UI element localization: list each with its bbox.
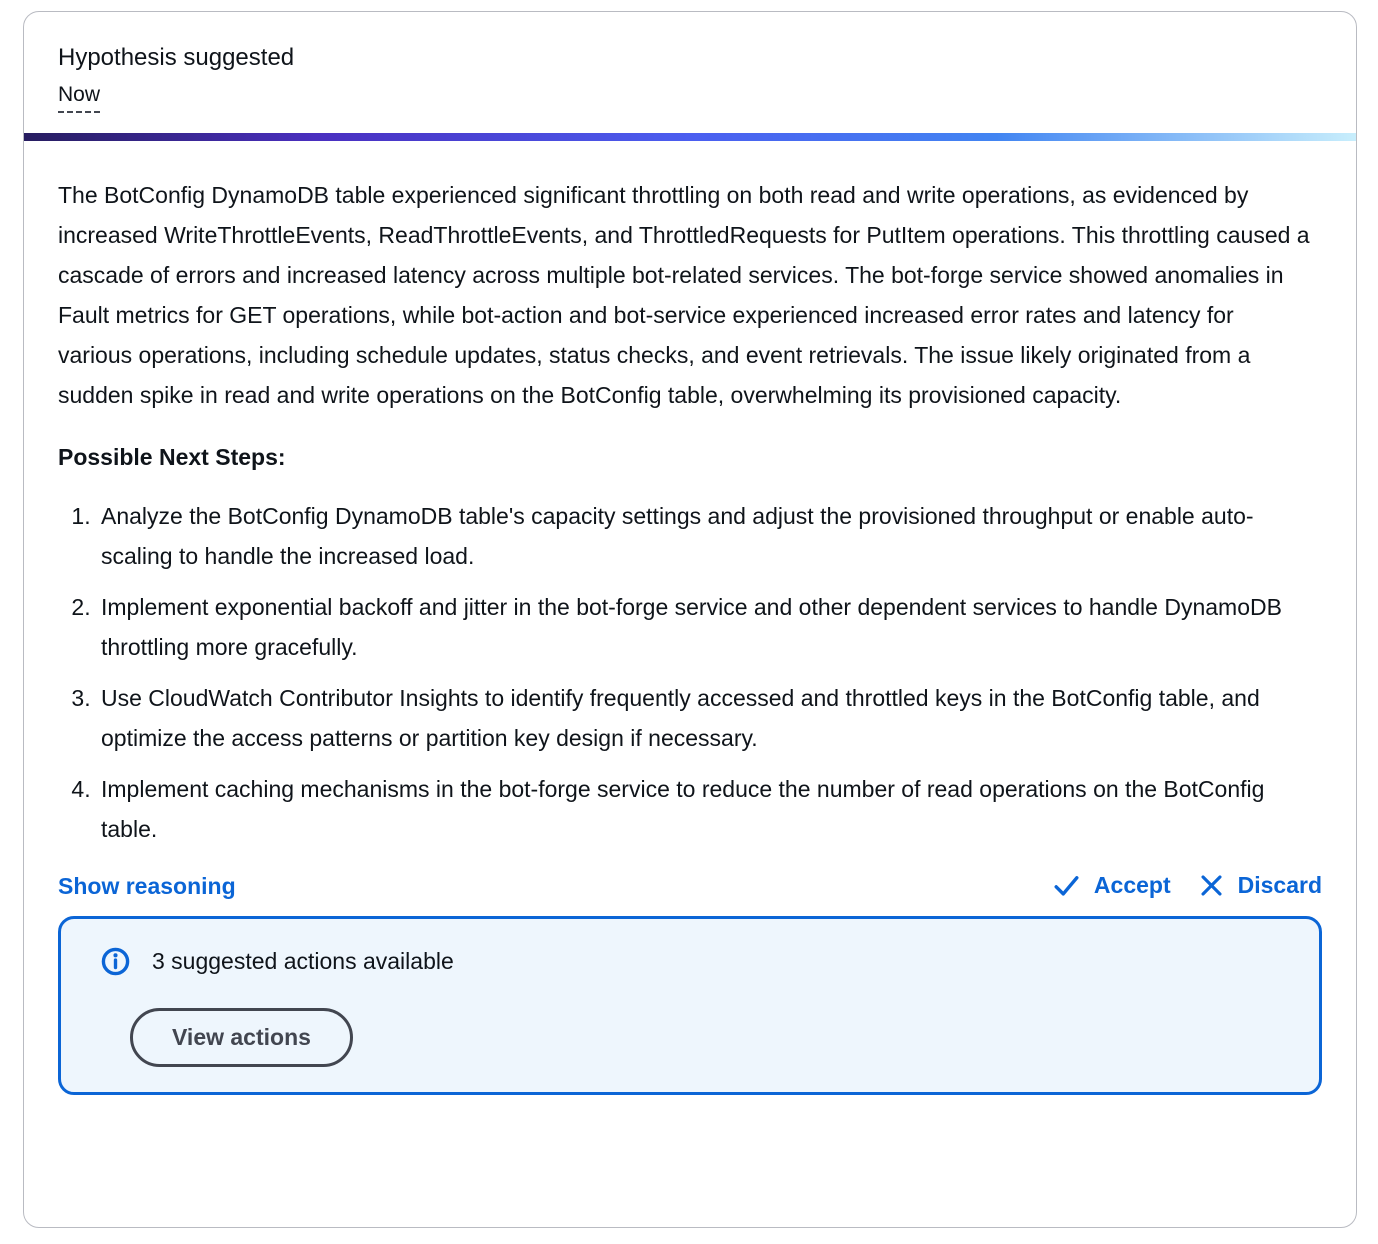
info-icon [101, 947, 130, 988]
timestamp[interactable]: Now [58, 82, 100, 113]
check-icon [1051, 870, 1082, 901]
accept-button[interactable] [1051, 870, 1171, 901]
card-body [24, 141, 1356, 1129]
view-actions-button[interactable]: View actions [130, 1008, 353, 1067]
next-steps-list [58, 496, 1312, 849]
list-item [97, 587, 1312, 667]
alert-button-row [130, 1008, 1279, 1067]
discard-label: Discard [1237, 872, 1322, 898]
accept-label: Accept [1093, 872, 1171, 898]
suggested-actions-alert [58, 916, 1322, 1095]
list-item [97, 678, 1312, 758]
card-header [24, 12, 1356, 133]
alert-message-row [101, 946, 1279, 988]
show-reasoning-link[interactable]: Show reasoning [58, 872, 236, 899]
list-item-text: Analyze the BotConfig DynamoDB table's capacity settings and adjust the provisioned throughput or enable auto-scaling to handle the increased load. [101, 503, 1254, 569]
card-title: Hypothesis suggested [58, 44, 295, 71]
list-item-text: Implement caching mechanisms in the bot-forge service to reduce the number of read operations on the BotConfig table. [101, 776, 1265, 842]
decision-group [1051, 870, 1322, 901]
list-item-text: Use CloudWatch Contributor Insights to identify frequently accessed and throttled keys in the BotConfig table, and optimize the access patterns or partition key design if necessary. [101, 685, 1260, 751]
footer-action-row [58, 870, 1322, 901]
hypothesis-card [23, 11, 1357, 1228]
list-item [97, 496, 1312, 576]
hypothesis-summary: The BotConfig DynamoDB table experienced significant throttling on both read and write operations, as evidenced by increased WriteThrottleEvents, ReadThrottleEvents, and ThrottledRequests for PutItem operations. This throttling caused a cascade of errors and increased latency across multiple bot-related services. The bot-forge service showed anomalies in Fault metrics for GET operations, while bot-action and bot-service experienced increased error rates and latency for various operations, including schedule updates, status checks, and event retrievals. The issue likely originated from a sudden spike in read and write operations on the BotConfig table, overwhelming its provisioned capacity. [58, 182, 1310, 408]
next-steps-heading: Possible Next Steps: [58, 444, 286, 470]
discard-button[interactable] [1197, 871, 1322, 900]
x-icon [1197, 871, 1226, 900]
gradient-divider [24, 133, 1356, 141]
alert-message: 3 suggested actions available [152, 948, 454, 974]
list-item-text: Implement exponential backoff and jitter in the bot-forge service and other dependent services to handle DynamoDB throttling more gracefully. [101, 594, 1282, 660]
list-item [97, 769, 1312, 849]
